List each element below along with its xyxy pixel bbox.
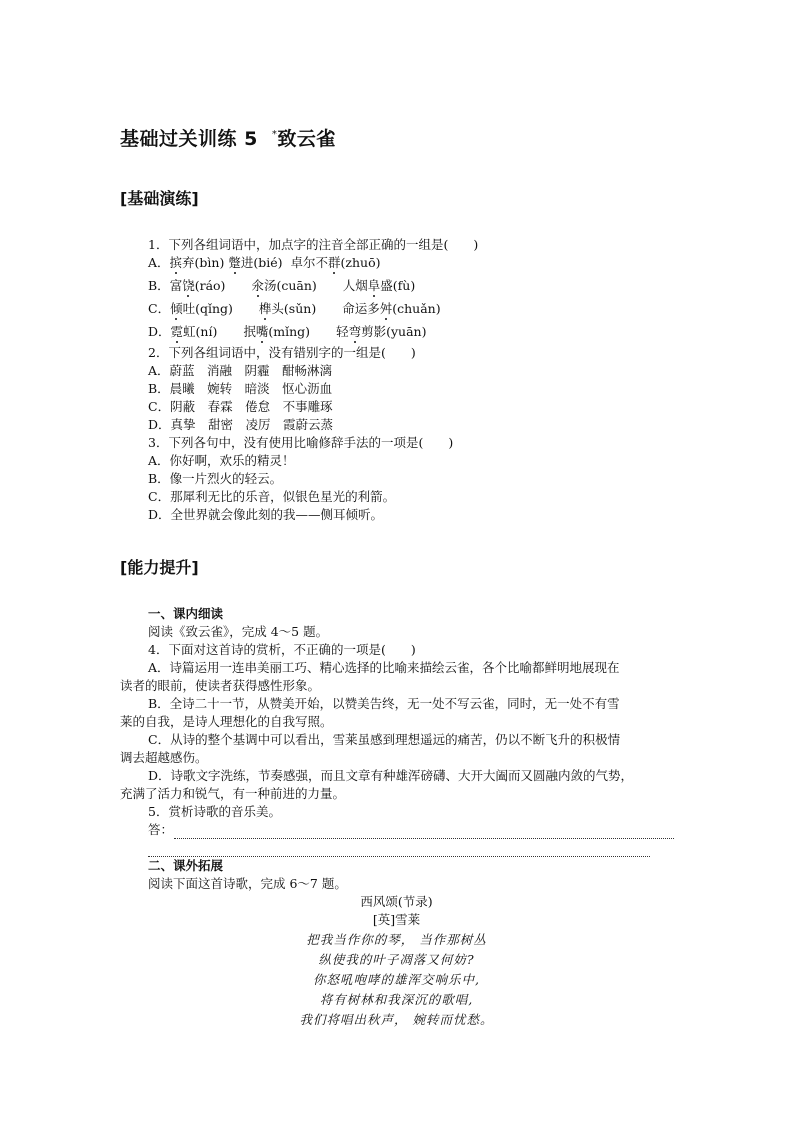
q2-stem: 2．下列各组词语中，没有错别字的一组是( ) (148, 345, 416, 360)
q2-option-d: D．真挚 甜密 凌厉 霞蔚云蒸 (148, 417, 334, 432)
q3-option-d: D．全世界就会像此刻的我——侧耳倾听。 (148, 507, 384, 522)
q4-option-a-line2: 读者的眼前，使读者获得感性形象。 (120, 678, 321, 693)
q4-option-d-line1: D．诗歌文字洗练，节奏感强，而且文章有种雄浑磅礴、大开大阖而又圆融内敛的气势， (148, 768, 634, 783)
q3-option-c: C．那犀利无比的乐音，似银色星光的利箭。 (148, 489, 396, 504)
q2-option-b: B．晨曦 婉转 暗淡 怄心沥血 (148, 381, 333, 396)
q5-stem: 5．赏析诗歌的音乐美。 (148, 804, 281, 819)
q3-option-a: A．你好啊，欢乐的精灵！ (148, 453, 295, 468)
poem-line: 你怒吼咆哮的雄浑交响乐中, (313, 972, 480, 987)
q4-option-b-line2: 莱的自我，是诗人理想化的自我写照。 (120, 714, 333, 729)
answer-line-2[interactable] (148, 856, 650, 857)
poem-title: 西风颂(节录) (360, 894, 433, 909)
poem-author: [英]雪莱 (372, 912, 421, 927)
poem-line: 将有树林和我深沉的歌唱, (319, 992, 474, 1007)
section-basic: [基础演练] (120, 189, 199, 208)
title-main: 基础过关训练 5 (120, 128, 258, 150)
q4-stem: 4．下面对这首诗的赏析，不正确的一项是( ) (148, 642, 416, 657)
q4-option-c-line2: 调去超越感伤。 (120, 750, 208, 765)
q5-answer-label: 答： (148, 822, 174, 837)
poem-line: 我们将唱出秋声， 婉转而忧愁。 (299, 1012, 494, 1027)
poem-line: 纵使我的叶子凋落又何妨? (318, 952, 475, 967)
q2-option-a: A．蔚蓝 消融 阴霾 酣畅淋漓 (148, 363, 333, 378)
part1-intro: 阅读《致云雀》，完成 4～5 题。 (148, 624, 329, 639)
q4-option-d-line2: 充满了活力和锐气，有一种前进的力量。 (120, 786, 346, 801)
q4-option-a-line1: A．诗篇运用一连串美丽工巧、精心选择的比喻来描绘云雀，各个比喻都鲜明地展现在 (148, 660, 620, 675)
q1-stem: 1．下列各组词语中，加点字的注音全部正确的一组是( ) (148, 237, 479, 252)
q4-option-c-line1: C．从诗的整个基调中可以看出，雪莱虽感到理想遥远的痛苦，仍以不断飞升的积极情 (148, 732, 621, 747)
title-sub: 致云雀 (277, 128, 336, 150)
q1-option-d: D．霓虹(ní) 抿嘴(mǐng) 轻弯剪影(yuān) (148, 324, 427, 339)
part1-heading: 一、课内细读 (148, 606, 224, 621)
q2-option-c: C．阴蔽 春霖 倦怠 不事雕琢 (148, 399, 333, 414)
q1-option-c: C．倾吐(qǐng) 榫头(sǔn) 命运多舛(chuǎn) (148, 301, 441, 316)
q1-option-b: B．富饶(ráo) 氽汤(cuān) 人烟阜盛(fù) (148, 278, 416, 293)
title-asterisk: * (271, 129, 278, 140)
q3-stem: 3．下列各句中，没有使用比喻修辞手法的一项是( ) (148, 435, 454, 450)
section-ability: [能力提升] (120, 558, 199, 577)
poem-line: 把我当作你的琴， 当作那树丛 (306, 932, 487, 947)
q3-option-b: B．像一片烈火的轻云。 (148, 471, 283, 486)
q4-option-b-line1: B．全诗二十一节，从赞美开始，以赞美告终，无一处不写云雀，同时，无一处不有雪 (148, 696, 620, 711)
answer-line-1[interactable] (174, 838, 674, 839)
part2-intro: 阅读下面这首诗歌，完成 6～7 题。 (148, 876, 347, 891)
q1-option-a: A．摈弃(bìn) 蹩进(bié) 卓尔不群(zhuō) (148, 255, 381, 270)
page-title (120, 124, 336, 151)
part2-heading: 二、课外拓展 (148, 858, 224, 873)
